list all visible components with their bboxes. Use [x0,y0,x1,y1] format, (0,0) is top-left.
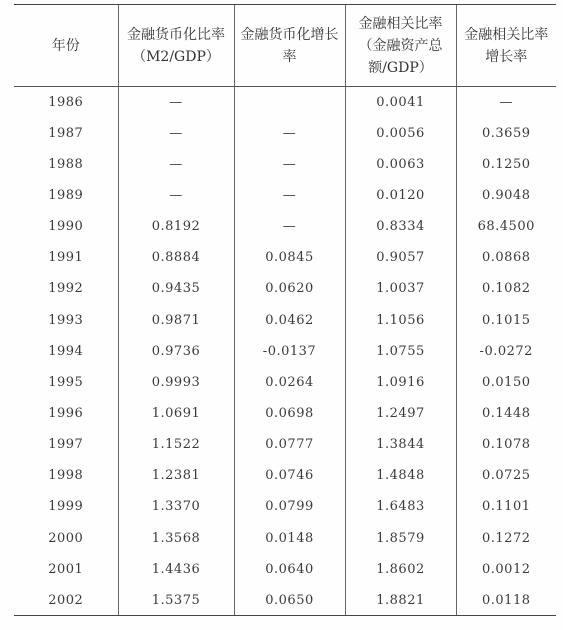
table-row [14,585,556,616]
cell-monetization-ratio: 1.5375 [118,585,234,616]
cell-year: 1995 [48,374,84,390]
cell-fir-growth: 68.4500 [456,211,556,242]
cell-monetization-ratio: 1.2381 [118,460,234,491]
header-year: 年份 [14,5,118,87]
cell-fir-growth: 0.1250 [456,149,556,180]
table-row [14,180,556,211]
cell-monetization-ratio: 1.0691 [118,398,234,429]
cell-year: 1999 [48,499,84,515]
cell-fir: 1.8579 [345,522,456,553]
cell-fir: 0.0120 [345,180,456,211]
table-row [14,336,556,367]
cell-fir: 1.8821 [345,585,456,616]
cell-monetization-growth: 0.0845 [234,242,345,273]
cell-year: 1997 [48,437,84,453]
table-row [14,398,556,429]
table-row [14,460,556,491]
cell-year: 1993 [48,312,84,328]
cell-fir-growth: 0.1101 [456,491,556,522]
table-row [14,429,556,460]
table-row [14,522,556,553]
cell-year: 2002 [14,585,118,616]
cell-year: 1994 [48,343,84,359]
cell-year: 1989 [48,187,84,203]
table-row [14,242,556,273]
cell-year: 1986 [48,94,84,110]
cell-monetization-growth: — [234,149,345,180]
cell-monetization-growth: -0.0137 [234,336,345,367]
table-row [14,211,556,242]
cell-fir-growth: 0.1078 [456,429,556,460]
cell-monetization-growth: — [234,211,345,242]
financial-ratio-table [14,4,556,616]
header-financial-interrelations-ratio: 金融相关比率（金融资产总额/GDP） [345,5,456,87]
cell-monetization-growth: 0.0777 [234,429,345,460]
cell-monetization-growth: 0.0746 [234,460,345,491]
table-row [14,491,556,522]
cell-monetization-ratio: — [118,180,234,211]
cell-fir-growth: 0.1015 [456,304,556,335]
cell-fir-growth: 0.1272 [456,522,556,553]
table-body [14,87,556,616]
header-fir-growth: 金融相关比率增长率 [456,5,556,87]
header-monetization-ratio: 金融货币化比率（M2/GDP） [118,5,234,87]
cell-monetization-growth: 0.0462 [234,304,345,335]
cell-monetization-growth: — [234,180,345,211]
cell-monetization-ratio: — [118,118,234,149]
table-header [14,5,556,87]
cell-monetization-ratio: — [118,87,234,118]
cell-monetization-growth: 0.0148 [234,522,345,553]
cell-monetization-growth: — [234,118,345,149]
cell-fir-growth: 0.0868 [456,242,556,273]
cell-monetization-growth: 0.0640 [234,554,345,585]
cell-monetization-ratio: 1.3568 [118,522,234,553]
cell-fir: 1.2497 [345,398,456,429]
table-row [14,554,556,585]
cell-year: 1991 [48,250,84,266]
cell-fir: 1.1056 [345,304,456,335]
cell-year: 2001 [48,561,84,577]
cell-fir: 1.6483 [345,491,456,522]
cell-monetization-ratio: 0.8192 [118,211,234,242]
cell-fir-growth: 0.0725 [456,460,556,491]
cell-year: 1988 [48,156,84,172]
cell-year: 1992 [48,281,84,297]
cell-fir-growth: 0.1082 [456,273,556,304]
cell-monetization-ratio: — [118,149,234,180]
header-row [14,5,556,87]
cell-monetization-ratio: 0.9993 [118,367,234,398]
cell-fir: 1.8602 [345,554,456,585]
cell-fir-growth: 0.0118 [456,585,556,616]
table-row [14,367,556,398]
table-row [14,87,556,118]
table-row [14,118,556,149]
cell-monetization-ratio: 0.9435 [118,273,234,304]
cell-monetization-ratio: 1.1522 [118,429,234,460]
cell-monetization-ratio: 0.9736 [118,336,234,367]
cell-fir-growth: 0.0012 [456,554,556,585]
cell-fir: 1.0037 [345,273,456,304]
cell-monetization-growth: 0.0650 [234,585,345,616]
cell-year: 2000 [48,530,84,546]
cell-monetization-growth: 0.0698 [234,398,345,429]
cell-monetization-ratio: 0.9871 [118,304,234,335]
cell-fir: 1.0755 [345,336,456,367]
table-row [14,304,556,335]
cell-fir: 0.0063 [345,149,456,180]
cell-fir: 1.3844 [345,429,456,460]
cell-fir: 1.0916 [345,367,456,398]
cell-fir-growth: — [456,87,556,118]
table-row [14,149,556,180]
cell-fir-growth: 0.3659 [456,118,556,149]
cell-year: 1996 [48,405,84,421]
cell-monetization-ratio: 1.4436 [118,554,234,585]
cell-monetization-growth: 0.0620 [234,273,345,304]
cell-year: 1990 [48,219,84,235]
header-monetization-growth: 金融货币化增长率 [234,5,345,87]
cell-fir-growth: -0.0272 [456,336,556,367]
cell-year: 1998 [48,468,84,484]
cell-monetization-growth: 0.0264 [234,367,345,398]
cell-monetization-ratio: 0.8884 [118,242,234,273]
cell-year: 1987 [48,125,84,141]
table-row [14,273,556,304]
cell-fir: 0.8334 [345,211,456,242]
cell-fir-growth: 0.9048 [456,180,556,211]
cell-fir-growth: 0.1448 [456,398,556,429]
cell-monetization-growth: 0.0799 [234,491,345,522]
cell-fir: 0.9057 [345,242,456,273]
cell-fir: 0.0041 [345,87,456,118]
cell-monetization-ratio: 1.3370 [118,491,234,522]
cell-monetization-growth [234,87,345,118]
cell-fir: 0.0056 [345,118,456,149]
cell-fir: 1.4848 [345,460,456,491]
cell-fir-growth: 0.0150 [456,367,556,398]
